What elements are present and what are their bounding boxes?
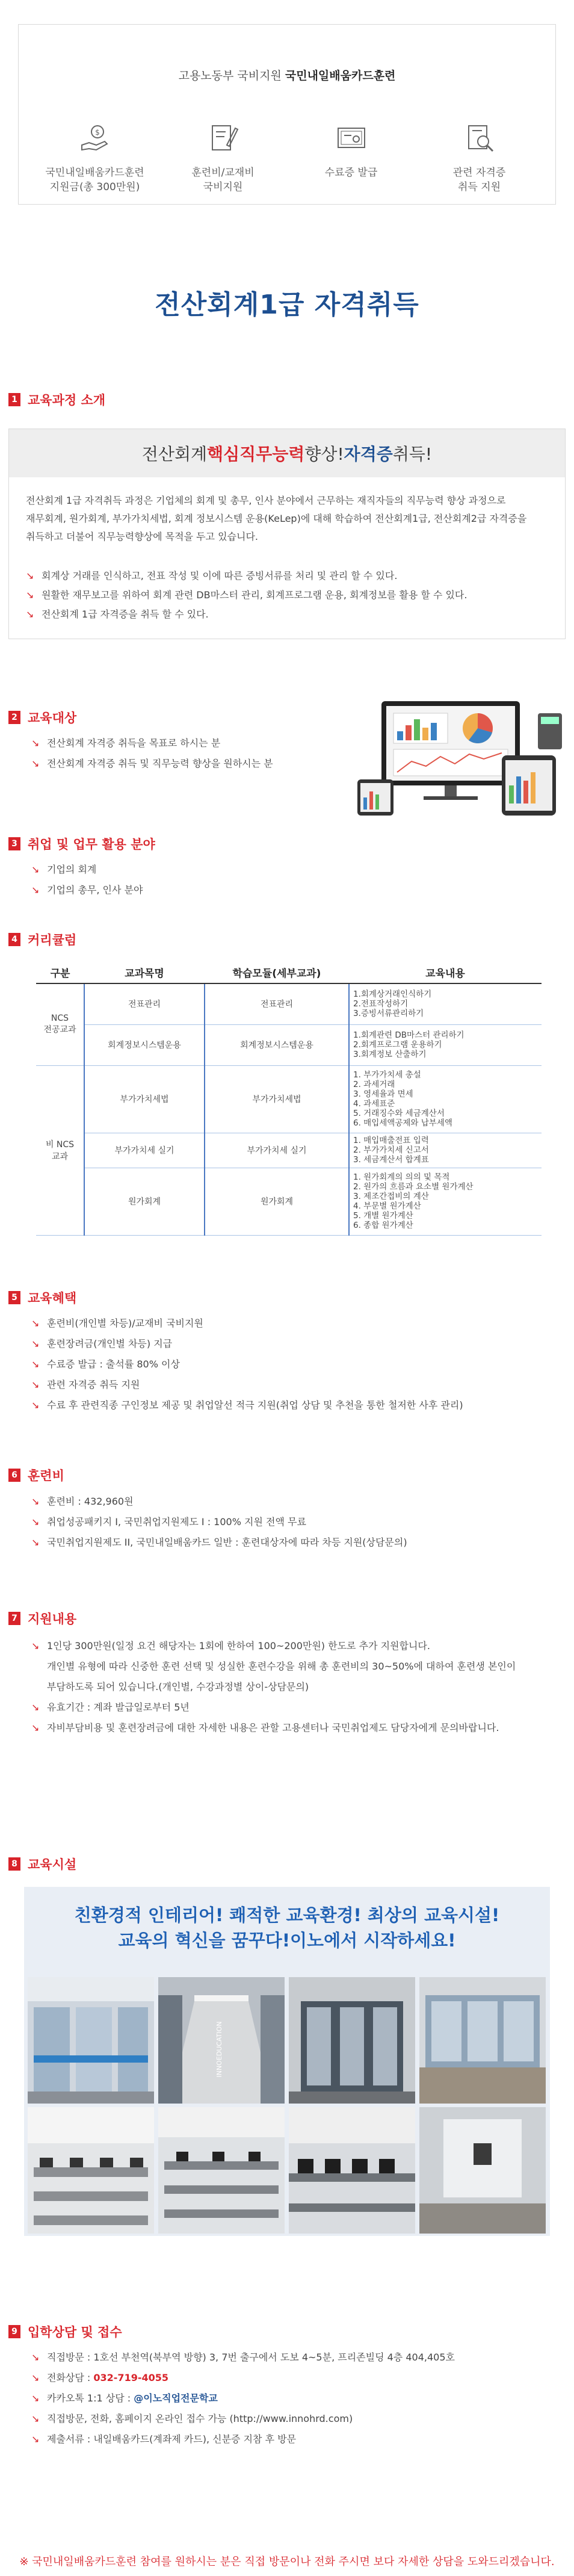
section-heading-contact: 9 입학상담 및 접수 [8,2323,122,2340]
svg-text:INNOEDUCATION: INNOEDUCATION [215,2021,223,2078]
register-info: ↘ 직접방문, 전화, 홈페이지 온라인 접수 가능 (http://www.innohrd.com) [31,2409,455,2429]
section-heading-benefits: 5 교육혜택 [8,1289,76,1306]
support-list-2 [31,1697,499,1738]
section-heading-intro: 1 교육과정 소개 [8,391,105,408]
curriculum-table [36,962,542,1236]
facility-box [24,1887,550,2236]
benefit-item: 훈련비/교재비 국비지원 [166,121,280,194]
list-item: ↘ 유효기간 : 계좌 발급일로부터 5년 [31,1697,499,1718]
list-item: ↘ 기업의 회계 [31,859,143,880]
coin-hand-icon [78,121,112,155]
license-search-icon [463,121,496,155]
list-item: ↘ 전산회계 자격증 취득을 목표로 하시는 분 [31,733,273,754]
list-item: ↘ 원활한 재무보고를 위하여 회계 관련 DB마스터 관리, 회계프로그램 운용, 회계정보를 활용 할 수 있다. [26,586,467,605]
section-heading-support: 7 지원내용 [8,1610,76,1627]
section-heading-facility: 8 교육시설 [8,1856,76,1872]
devices-illustration [357,701,562,822]
list-item: ↘ 훈련비(개인별 차등)/교재비 국비지원 [31,1313,463,1334]
benefits-list [31,1313,463,1416]
facility-photo-corridor [289,1977,415,2104]
facility-headline: 친환경적 인테리어! 쾌적한 교육환경! 최상의 교육시설! 교육의 혁신을 꿈꾸다!이노에서 시작하세요! [74,1904,500,1951]
table-row: 부가가치세 실기 부가가치세 실기 1. 매입매출전표 입력 2. 부가가치세 신고서 3. 세금계산서 합계표 [36,1133,542,1168]
facility-photo-hallway [158,1977,285,2104]
support-list [31,1636,430,1656]
list-item: ↘ 자비부담비용 및 훈련장려금에 대한 자세한 내용은 관할 고용센터나 국민취업제도 담당자에게 문의바랍니다. [31,1718,499,1738]
facility-photo-computer-lab [289,2107,415,2234]
documents-info: ↘ 제출서류 : 내일배움카드(계좌제 카드), 신분증 지참 후 방문 [31,2429,455,2450]
list-item: ↘ 관련 자격증 취득 지원 [31,1375,463,1395]
table-row: 비 NCS 교과 부가가치세법 부가가치세법 1. 부가가치세 총설 2. 과세거래 3. 영세율과 면세 4. 과세표준 5. 거래징수와 세금계산서 6. 매입세액공제와 납부세액 [36,1065,542,1133]
group-label: 비 NCS 교과 [36,1065,84,1235]
program-summary-card [18,24,556,205]
facility-photo-meeting-room [419,2107,546,2234]
table-row: 회계정보시스템운용 회계정보시스템운용 1.회계관련 DB마스터 관리하기 2.회계프로그램 운용하기 3.회계정보 산출하기 [36,1024,542,1065]
target-list [31,733,273,774]
footer-notice: ※ 국민내일배움카드훈련 참여를 원하시는 분은 직접 방문이나 전화 주시면 보다 자세한 상담을 도와드리겠습니다. [19,2556,555,2568]
facility-photo-grid [28,1977,546,2234]
certificate-icon [335,121,368,155]
table-row: NCS 전공교과 전표관리 전표관리 1.회계상거래인식하기 2.전표작성하기 3.증빙서류관리하기 [36,983,542,1024]
list-item: ↘ 국민취업지원제도 II, 국민내일배움카드 일반 : 훈련대상자에 따라 차등 지원(상담문의) [31,1532,407,1553]
intro-goals [26,566,467,624]
section-heading-fee: 6 훈련비 [8,1467,64,1484]
facility-photo-lobby [28,1977,154,2104]
facility-photo-classroom-1 [28,2107,154,2234]
phone-line: ↘ 전화상담 : 032-719-4055 [31,2368,455,2388]
list-item: ↘ 회계상 거래를 인식하고, 전표 작성 및 이에 따른 증빙서류를 처리 및 관리 할 수 있다. [26,566,467,586]
list-item: ↘ 훈련장려금(개인별 차등) 지급 [31,1334,463,1354]
page-title: 전산회계1급 자격취득 [155,289,419,320]
table-header-row: 구분 교과목명 학습모듈(세부교과) 교육내용 [36,962,542,983]
list-item: ↘ 수료 후 관련직종 구인정보 제공 및 취업알선 적극 지원(취업 상담 및 추천을 통한 철저한 사후 관리) [31,1395,463,1416]
section-heading-target: 2 교육대상 [8,709,76,726]
list-item: ↘ 훈련비 : 432,960원 [31,1491,407,1512]
benefit-item: $ 국민내일배움카드훈련 지원금(총 300만원) [38,121,152,194]
list-item: ↘ 전산회계 1급 자격증을 취득 할 수 있다. [26,605,467,624]
benefit-item: 관련 자격증 취득 지원 [422,121,537,194]
section-heading-jobs: 3 취업 및 업무 활용 분야 [8,835,155,852]
kakao-line: ↘ 카카오톡 1:1 상담 : @이노직업전문학교 [31,2388,455,2409]
list-item: ↘ 기업의 총무, 인사 분야 [31,880,143,900]
address-text: ↘ 직접방문 : 1호선 부천역(북부역 방향) 3, 7번 출구에서 도보 4~5분, 프리존빌딩 4층 404,405호 [31,2347,455,2368]
facility-photo-office [419,1977,546,2104]
svg-text:$: $ [94,128,100,137]
intro-box [8,429,566,639]
kakao-id-link[interactable]: @이노직업전문학교 [134,2392,218,2404]
group-label: NCS 전공교과 [36,983,84,1065]
list-item: ↘ 수료증 발급 : 출석률 80% 이상 [31,1354,463,1375]
book-pen-icon [206,121,240,155]
intro-headline: 전산회계 핵심직무능력 향상! 자격증 취득! [9,429,565,477]
support-detail: 개인별 유형에 따라 신중한 훈련 선택 및 성실한 훈련수강을 위해 총 훈련비의 30~50%에 대하여 훈련생 본인이 부담하도록 되어 있습니다.(개인별, 수강과정별 상이-상담문의) [47,1661,516,1692]
fee-list [31,1491,407,1553]
program-subtitle: 고용노동부 국비지원 국민내일배움카드훈련 [178,69,396,82]
list-item: ↘ 1인당 300만원(일정 요건 해당자는 1회에 한하여 100~200만원) 한도로 추가 지원합니다. [31,1636,430,1656]
table-row: 원가회계 원가회계 1. 원가회계의 의의 및 목적 2. 원가의 흐름과 요소별 원가계산 3. 제조간접비의 계산 4. 부문별 원가계산 5. 개별 원가계산 6. 종합 원가계산 [36,1168,542,1235]
list-item: ↘ 전산회계 자격증 취득 및 직무능력 향상을 원하시는 분 [31,754,273,774]
contact-list [31,2347,455,2450]
benefit-list [19,121,555,194]
section-heading-curriculum: 4 커리큘럼 [8,931,76,948]
facility-photo-classroom-2 [158,2107,285,2234]
benefit-item: 수료증 발급 [294,121,409,194]
intro-paragraph: 전산회계 1급 자격취득 과정은 기업체의 회계 및 총무, 인사 분야에서 근무하는 재직자들의 직무능력 향상 과정으로 재무회계, 원가회계, 부가가치세법, 회계 정보시스템 운용(KeLep)에 대해 학습하여 전산회계1급, 전산회계2급 자격증을 취득하고 더불어 직무능력향상에 목적을 두고 있습니다. [26,495,527,542]
list-item: ↘ 취업성공패키지 I, 국민취업지원제도 I : 100% 지원 전액 무료 [31,1512,407,1532]
jobs-list [31,859,143,900]
phone-number-link[interactable]: 032-719-4055 [93,2372,168,2383]
